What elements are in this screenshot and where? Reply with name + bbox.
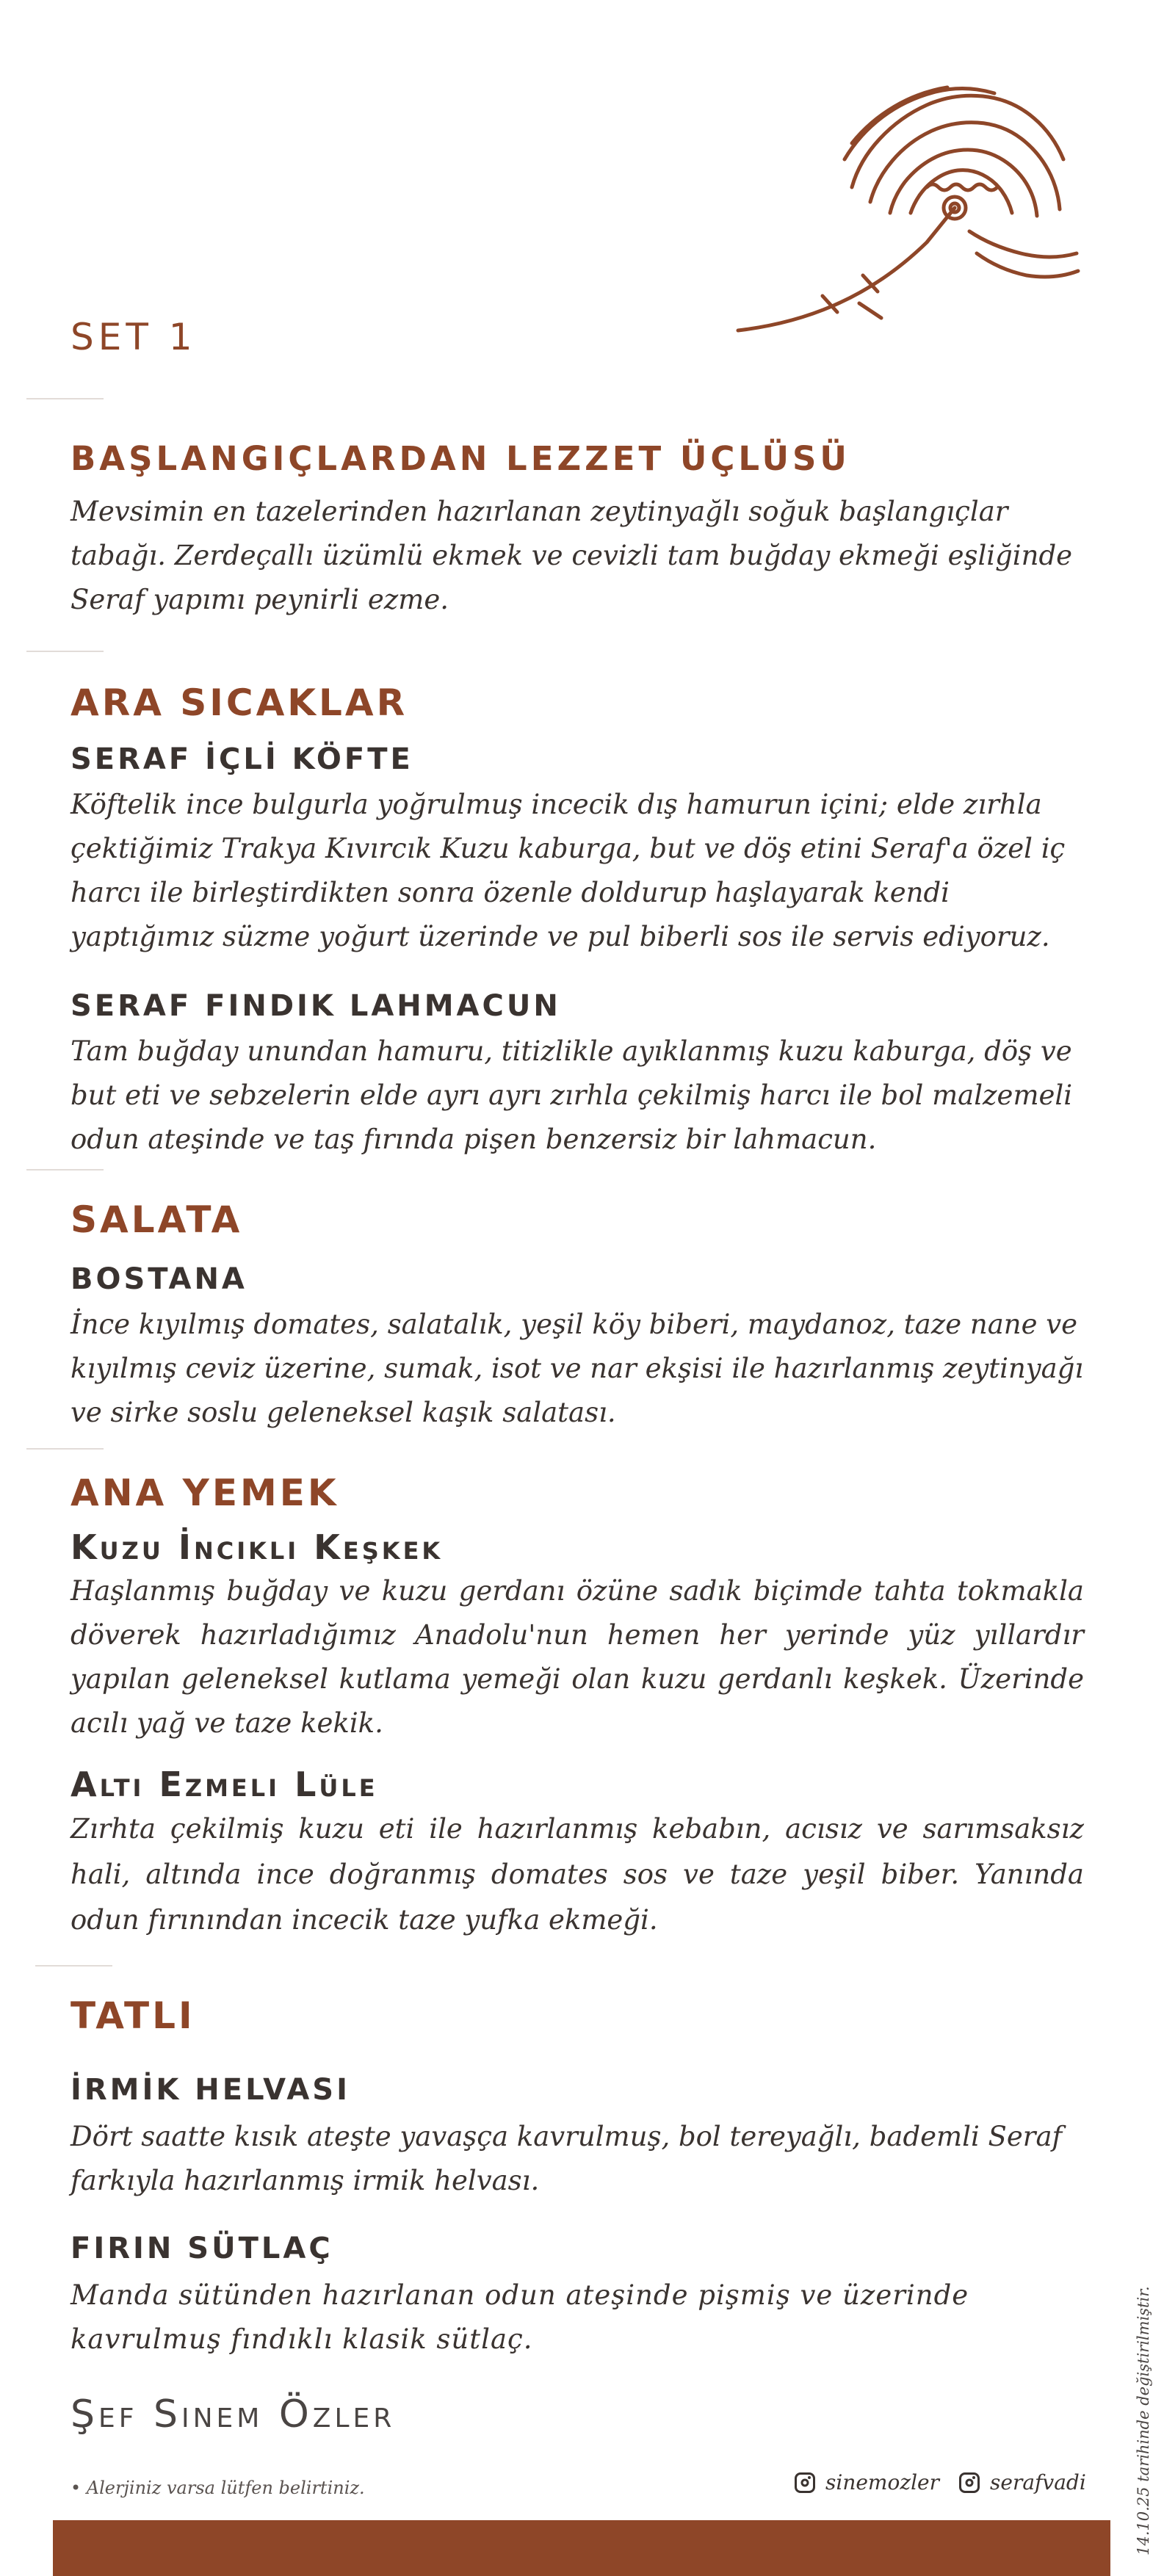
item-name-irmik-helvasi: İRMİK HELVASI: [71, 2073, 350, 2107]
divider: [26, 651, 104, 652]
item-description: Zırhta çekilmiş kuzu eti ile hazırlanmış kebabın, acısız ve sarımsaksız hali, altında ince doğranmış domates sos ve taze yeşil biber. Yanında odun fırınından incecik taze yufka ekmeği.: [71, 1813, 1084, 1936]
social-instagram-serafvadi[interactable]: [959, 2470, 1086, 2494]
item-description: Köftelik ince bulgurla yoğrulmuş incecik dış hamurun içini; elde zırhla çektiğimiz Trakya Kıvırcık Kuzu kaburga, but ve döş etini Seraf'a özel iç harcı ile birleştirdikten sonra özenle doldurup haşlayarak kendi yaptığımız süzme yoğurt üzerinde ve pul biberli sos ile servis ediyoruz.: [71, 789, 1066, 952]
item-name-icli-kofte: SERAF İÇLİ KÖFTE: [71, 742, 413, 776]
social-instagram-sinemozler[interactable]: [795, 2470, 939, 2494]
chef-name: Şef Sinem Özler: [71, 2392, 396, 2436]
section-heading-main: ANA YEMEK: [71, 1472, 339, 1514]
item-description: Dört saatte kısık ateşte yavaşça kavrulmuş, bol tereyağlı, bademli Seraf farkıyla hazırlanmış irmik helvası.: [71, 2121, 1063, 2196]
section-heading-salad: SALATA: [71, 1198, 243, 1241]
divider: [35, 1965, 112, 1967]
item-name-keskek: Kuzu İncikli Keşkek: [71, 1527, 444, 1567]
section-starters: [71, 439, 1084, 622]
section-dessert: [71, 1994, 1084, 2362]
item-description: Haşlanmış buğday ve kuzu gerdanı özüne sadık biçimde tahta tokmakla döverek hazırladığımız Anadolu'nun hemen her yerinde yüz yıllardır yapılan geleneksel kutlama yemeği olan kuzu gerdanlı keşkek. Üzerinde acılı yağ ve taze kekik.: [71, 1575, 1084, 1740]
social-handle: sinemozler: [825, 2470, 939, 2494]
divider: [26, 1448, 104, 1450]
instagram-icon: [795, 2472, 815, 2493]
item-name-sutlac: FIRIN SÜTLAÇ: [71, 2232, 333, 2265]
social-handle: serafvadi: [990, 2470, 1086, 2494]
divider: [26, 1169, 104, 1171]
section-heading-hot: ARA SICAKLAR: [71, 681, 408, 724]
section-heading-starters: BAŞLANGIÇLARDAN LEZZET ÜÇLÜSÜ: [71, 439, 850, 478]
item-description: Manda sütünden hazırlanan odun ateşinde pişmiş ve üzerinde kavrulmuş fındıklı klasik sütlaç.: [71, 2279, 969, 2355]
footer-bar: [53, 2520, 1110, 2576]
section-heading-dessert: TATLI: [71, 1994, 195, 2037]
item-name-bostana: BOSTANA: [71, 1262, 247, 1296]
item-description: Tam buğday unundan hamuru, titizlikle ayıklanmış kuzu kaburga, döş ve but eti ve sebzelerin elde ayrı ayrı zırhla çekilmiş harcı ile bol malzemeli odun ateşinde ve taş fırında pişen benzersiz bir lahmacun.: [71, 1035, 1073, 1155]
revision-note: 14.10.25 tarihinde değiştirilmiştir.: [1135, 2286, 1152, 2555]
divider: [26, 398, 104, 399]
allergy-note: • Alerjiniz varsa lütfen belirtiniz.: [71, 2478, 365, 2498]
seraf-logo-icon: [734, 77, 1087, 341]
section-main-course: [71, 1472, 1084, 1943]
item-description: Mevsimin en tazelerinden hazırlanan zeytinyağlı soğuk başlangıçlar tabağı. Zerdeçallı üzümlü ekmek ve cevizli tam buğday ekmeği eşliğinde Seraf yapımı peynirli ezme.: [71, 496, 1073, 615]
set-title: SET 1: [71, 316, 197, 358]
section-salad: [71, 1198, 1084, 1435]
item-name-lahmacun: SERAF FINDIK LAHMACUN: [71, 989, 561, 1023]
item-description: İnce kıyılmış domates, salatalık, yeşil köy biberi, maydanoz, taze nane ve kıyılmış ceviz üzerine, sumak, isot ve nar ekşisi ile hazırlanmış zeytinyağı ve sirke soslu geleneksel kaşık salatası.: [71, 1309, 1084, 1428]
instagram-icon: [959, 2472, 980, 2493]
item-name-lule: Altı Ezmeli Lüle: [71, 1765, 378, 1805]
section-hot-starters: [71, 681, 1084, 1162]
